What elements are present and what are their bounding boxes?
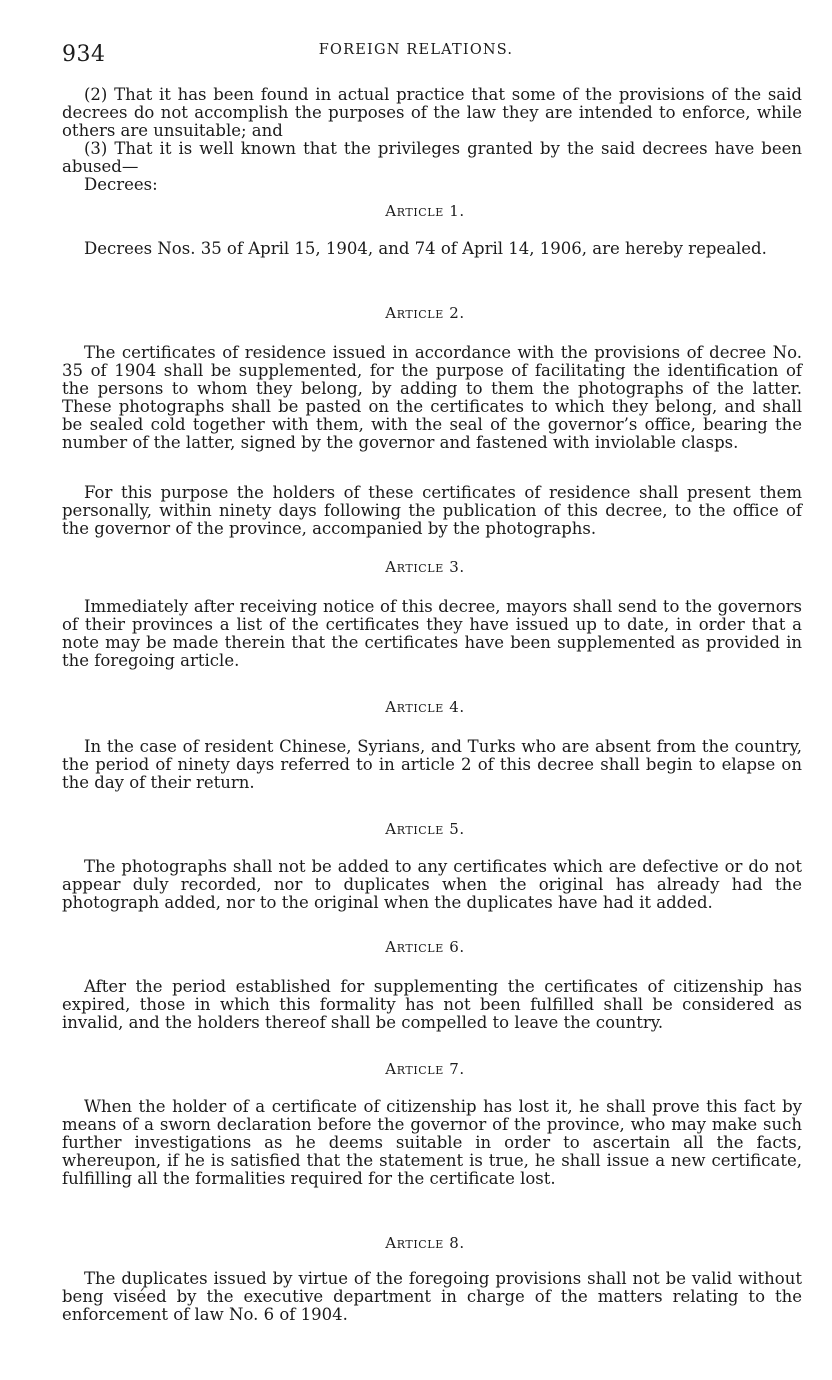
article-7-heading: Article 7.: [385, 1060, 465, 1078]
page-number: 934: [62, 42, 106, 67]
intro-clause-2: (2) That it has been found in actual practice that some of the provisions of the said decrees do not accomplish the purposes of the law they are intended to enforce, while others are unsuitable; and: [62, 85, 802, 140]
article-2-paragraph-2: For this purpose the holders of these certificates of residence shall present them personally, within ninety days following the publication of this decree, to the office of the governor of the province, accompanied by the photographs.: [62, 483, 802, 538]
article-2-paragraph-1: The certificates of residence issued in accordance with the provisions of decree No. 35 of 1904 shall be supplemented, for the purpose of facilitating the identification of the persons to whom they belong, by adding to them the photographs of the latter. These photographs shall be pasted on the certificates to which they belong, and shall be sealed cold together with them, with the seal of the governor’s office, bearing the number of the latter, signed by the governor and fastened with inviolable clasps.: [62, 343, 802, 452]
article-3-paragraph: Immediately after receiving notice of this decree, mayors shall send to the governors of their provinces a list of the certificates they have issued up to date, in order that a note may be made therein that the certificates have been supplemented as provided in the foregoing article.: [62, 597, 802, 670]
decrees-label: Decrees:: [84, 175, 158, 194]
article-7-paragraph: When the holder of a certificate of citizenship has lost it, he shall prove this fact by means of a sworn declaration before the governor of the province, who may make such further investigations as he deems suitable in order to ascertain all the facts, whereupon, if he is satisfied that the statement is true, he shall issue a new certificate, fulfilling all the formalities required for the certificate lost.: [62, 1097, 802, 1188]
article-1-heading: Article 1.: [385, 202, 465, 220]
intro-clause-3: (3) That it is well known that the privileges granted by the said decrees have been abused—: [62, 139, 802, 176]
article-3-heading: Article 3.: [385, 558, 465, 576]
article-6-heading: Article 6.: [385, 938, 465, 956]
article-5-paragraph: The photographs shall not be added to any certificates which are defective or do not appear duly recorded, nor to duplicates when the original has already had the photograph added, nor to the original when the duplicates have had it added.: [62, 857, 802, 912]
article-5-heading: Article 5.: [385, 820, 465, 838]
running-title: FOREIGN RELATIONS.: [318, 42, 514, 58]
article-1-paragraph: Decrees Nos. 35 of April 15, 1904, and 74 of April 14, 1906, are hereby repealed.: [84, 239, 767, 258]
article-2-heading: Article 2.: [385, 304, 465, 322]
article-4-heading: Article 4.: [385, 698, 465, 716]
article-8-heading: Article 8.: [385, 1234, 465, 1252]
article-8-paragraph: The duplicates issued by virtue of the foregoing provisions shall not be valid without beng viséed by the executive department in charge of the matters relating to the enforcement of law No. 6 of 1904.: [62, 1269, 802, 1324]
article-6-paragraph: After the period established for supplementing the certificates of citizenship has expired, those in which this formality has not been fulfilled shall be considered as invalid, and the holders thereof shall be compelled to leave the country.: [62, 977, 802, 1032]
article-4-paragraph: In the case of resident Chinese, Syrians, and Turks who are absent from the country, the period of ninety days referred to in article 2 of this decree shall begin to elapse on the day of their return.: [62, 737, 802, 792]
